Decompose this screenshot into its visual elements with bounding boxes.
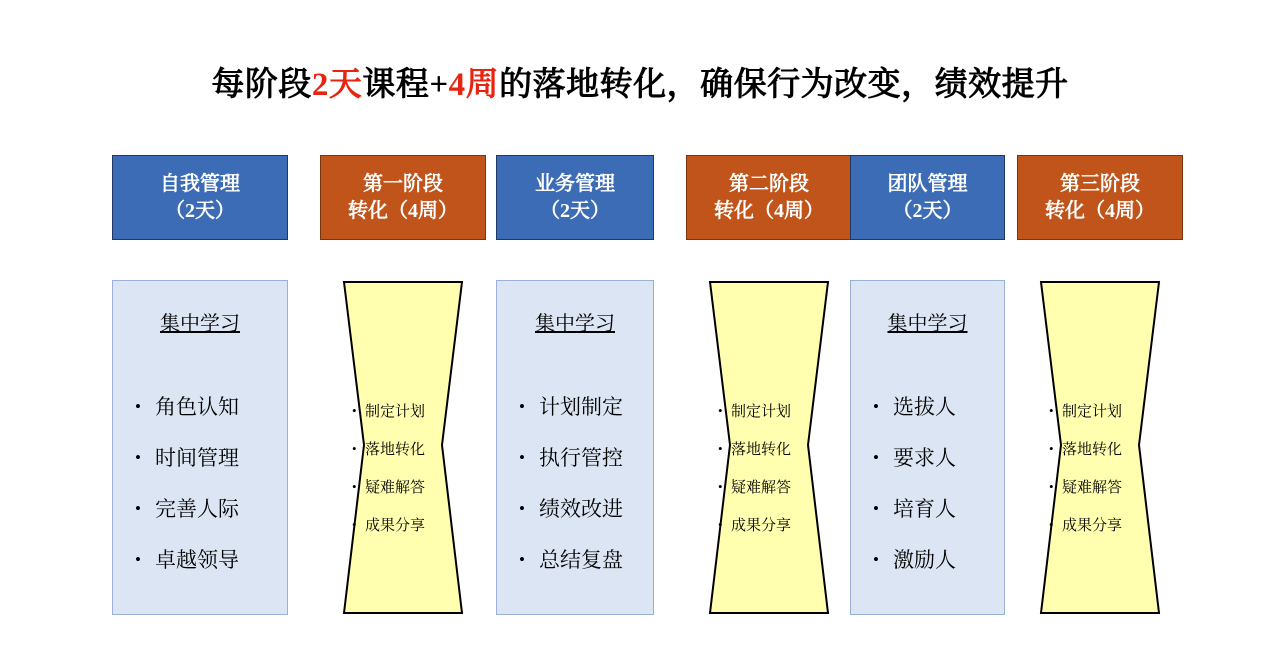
list-item: • 要求人 <box>873 442 956 472</box>
title-segment-3: 的落地转化，确保行为改变，绩效提升 <box>499 67 1069 103</box>
hourglass-item-list <box>718 400 791 552</box>
list-item: • 制定计划 <box>352 400 425 421</box>
title-highlight-4weeks: 4周 <box>448 67 500 103</box>
header-line-2: 转化（4周） <box>714 199 824 222</box>
header-phase-2-transfer[interactable] <box>686 155 852 240</box>
title-highlight-2days: 2天 <box>311 67 363 103</box>
column-team-management <box>850 155 1005 572</box>
hourglass-item-list <box>1049 400 1122 552</box>
header-line-2: （2天） <box>540 199 610 222</box>
list-item: • 总结复盘 <box>519 544 623 574</box>
panel-self-management <box>112 280 288 615</box>
list-item: • 疑难解答 <box>718 476 791 497</box>
list-item: • 落地转化 <box>1049 438 1122 459</box>
list-item: • 制定计划 <box>1049 400 1122 421</box>
panel-business-management <box>496 280 654 615</box>
list-item: • 落地转化 <box>718 438 791 459</box>
panel-item-list <box>135 391 239 595</box>
header-self-management[interactable] <box>112 155 288 240</box>
header-team-management[interactable] <box>850 155 1005 240</box>
list-item: • 疑难解答 <box>352 476 425 497</box>
header-line-1: 自我管理 <box>160 172 240 195</box>
list-item: • 计划制定 <box>519 391 623 421</box>
panel-team-management <box>850 280 1005 615</box>
header-line-1: 团队管理 <box>887 172 968 195</box>
column-business-management <box>496 155 654 572</box>
hourglass-phase-3 <box>1035 280 1165 615</box>
header-line-1: 第三阶段 <box>1060 172 1140 195</box>
program-roadmap <box>112 155 1172 615</box>
list-item: • 选拔人 <box>873 391 956 421</box>
list-item: • 时间管理 <box>135 442 239 472</box>
header-phase-1-transfer[interactable] <box>320 155 486 240</box>
header-phase-3-transfer[interactable] <box>1017 155 1183 240</box>
panel-title: 集中学习 <box>160 313 240 335</box>
list-item: • 成果分享 <box>1049 514 1122 535</box>
header-line-1: 第一阶段 <box>363 172 443 195</box>
page-title <box>0 58 1280 105</box>
list-item: • 绩效改进 <box>519 493 623 523</box>
title-segment-2: 课程+ <box>362 67 449 103</box>
list-item: • 执行管控 <box>519 442 623 472</box>
header-line-1: 第二阶段 <box>729 172 809 195</box>
hourglass-item-list <box>352 400 425 552</box>
hourglass-phase-2 <box>704 280 834 615</box>
header-line-2: 转化（4周） <box>348 199 458 222</box>
panel-title: 集中学习 <box>887 313 968 335</box>
panel-title: 集中学习 <box>535 313 615 335</box>
list-item: • 落地转化 <box>352 438 425 459</box>
list-item: • 疑难解答 <box>1049 476 1122 497</box>
panel-item-list <box>873 391 956 595</box>
column-phase-2-transfer <box>686 155 852 534</box>
header-line-2: （2天） <box>892 199 963 222</box>
header-line-2: （2天） <box>165 199 235 222</box>
list-item: • 制定计划 <box>718 400 791 421</box>
panel-item-list <box>519 391 623 595</box>
column-phase-1-transfer <box>320 155 486 534</box>
list-item: • 培育人 <box>873 493 956 523</box>
column-self-management <box>112 155 288 572</box>
list-item: • 成果分享 <box>352 514 425 535</box>
header-business-management[interactable] <box>496 155 654 240</box>
list-item: • 卓越领导 <box>135 544 239 574</box>
column-phase-3-transfer <box>1017 155 1183 534</box>
header-line-1: 业务管理 <box>535 172 615 195</box>
header-line-2: 转化（4周） <box>1045 199 1155 222</box>
list-item: • 角色认知 <box>135 391 239 421</box>
list-item: • 成果分享 <box>718 514 791 535</box>
list-item: • 激励人 <box>873 544 956 574</box>
title-segment-1: 每阶段 <box>211 67 312 103</box>
list-item: • 完善人际 <box>135 493 239 523</box>
hourglass-phase-1 <box>338 280 468 615</box>
